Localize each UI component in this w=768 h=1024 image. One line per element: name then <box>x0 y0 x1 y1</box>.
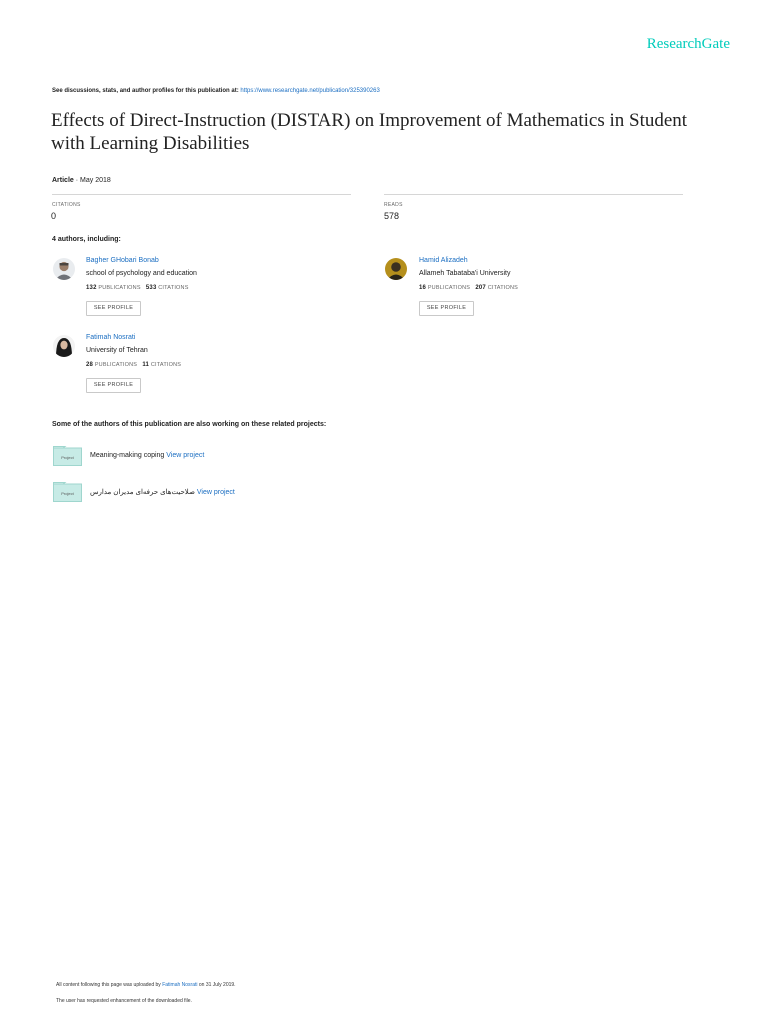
author-institution: Allameh Tabataba'i University <box>419 270 511 277</box>
author-publications-label: PUBLICATIONS <box>98 285 141 291</box>
authors-heading: 4 authors, including: <box>52 236 121 243</box>
project-folder-icon[interactable] <box>53 482 82 502</box>
author-publications-count: 132 <box>86 285 97 291</box>
publication-title: Effects of Direct-Instruction (DISTAR) on Improvement of Mathematics in Student with Learning Disabilities <box>51 110 688 154</box>
project-icon-label: Project <box>61 455 74 460</box>
author-name[interactable]: Bagher GHobari Bonab <box>86 257 159 264</box>
uploader-link[interactable]: Fatimah Nosrati <box>162 982 198 988</box>
discussion-prefix: See discussions, stats, and author profiles for this publication at: <box>52 88 239 94</box>
see-profile-button[interactable]: SEE PROFILE <box>86 301 141 316</box>
author-photo-icon <box>53 335 75 357</box>
project-name: Meaning-making coping <box>90 452 165 459</box>
author-publications-label: PUBLICATIONS <box>94 362 138 368</box>
author-citations-label: CITATIONS <box>487 285 519 291</box>
enhancement-note: The user has requested enhancement of the downloaded file. <box>56 998 192 1004</box>
upload-prefix: All content following this page was uploaded by <box>56 982 161 988</box>
publication-meta: Article · May 2018 <box>52 177 111 184</box>
project-name: صلاحیت‌های حرفه‌ای مدیران مدارس <box>90 489 195 496</box>
project-item <box>90 452 204 459</box>
author-institution: school of psychology and education <box>86 270 197 277</box>
author-stats <box>86 285 189 291</box>
author-publications-label: PUBLICATIONS <box>427 285 471 291</box>
author-publications-count: 16 <box>419 285 427 291</box>
publication-type: Article <box>52 177 74 184</box>
avatar[interactable] <box>53 335 75 357</box>
author-photo-icon <box>385 258 407 280</box>
reads-value: 578 <box>384 211 400 221</box>
author-citations-label: CITATIONS <box>158 285 189 291</box>
author-citations-count: 533 <box>145 285 157 291</box>
upload-suffix: on 31 July 2019. <box>198 982 236 988</box>
view-project-link[interactable]: View project <box>166 452 205 459</box>
citations-value: 0 <box>51 211 57 221</box>
citations-divider <box>52 194 351 195</box>
citations-label: CITATIONS <box>52 202 81 208</box>
upload-note <box>56 982 236 988</box>
author-stats <box>86 362 181 368</box>
author-citations-label: CITATIONS <box>150 362 182 368</box>
author-photo-icon <box>53 258 75 280</box>
project-item <box>90 488 235 496</box>
avatar[interactable] <box>53 258 75 280</box>
reads-label: READS <box>384 202 403 208</box>
author-citations-count: 207 <box>475 285 486 291</box>
avatar[interactable] <box>385 258 407 280</box>
project-icon-label: Project <box>61 491 74 496</box>
see-profile-button[interactable]: SEE PROFILE <box>419 301 474 316</box>
author-institution: University of Tehran <box>86 347 148 354</box>
researchgate-logo[interactable]: ResearchGate <box>646 36 730 52</box>
author-name[interactable]: Fatimah Nosrati <box>86 334 136 341</box>
projects-heading: Some of the authors of this publication are also working on these related projects: <box>52 421 327 428</box>
author-name[interactable]: Hamid Alizadeh <box>419 257 468 264</box>
discussion-line <box>52 88 380 94</box>
see-profile-button[interactable]: SEE PROFILE <box>86 378 141 393</box>
publication-url-link[interactable]: https://www.researchgate.net/publication/325390263 <box>240 88 380 94</box>
view-project-link[interactable]: View project <box>196 489 235 496</box>
project-folder-icon[interactable] <box>53 446 82 466</box>
author-citations-count: 11 <box>142 362 150 368</box>
author-stats <box>419 285 518 291</box>
author-publications-count: 28 <box>86 362 94 368</box>
publication-date: May 2018 <box>80 177 111 184</box>
reads-divider <box>384 194 683 195</box>
